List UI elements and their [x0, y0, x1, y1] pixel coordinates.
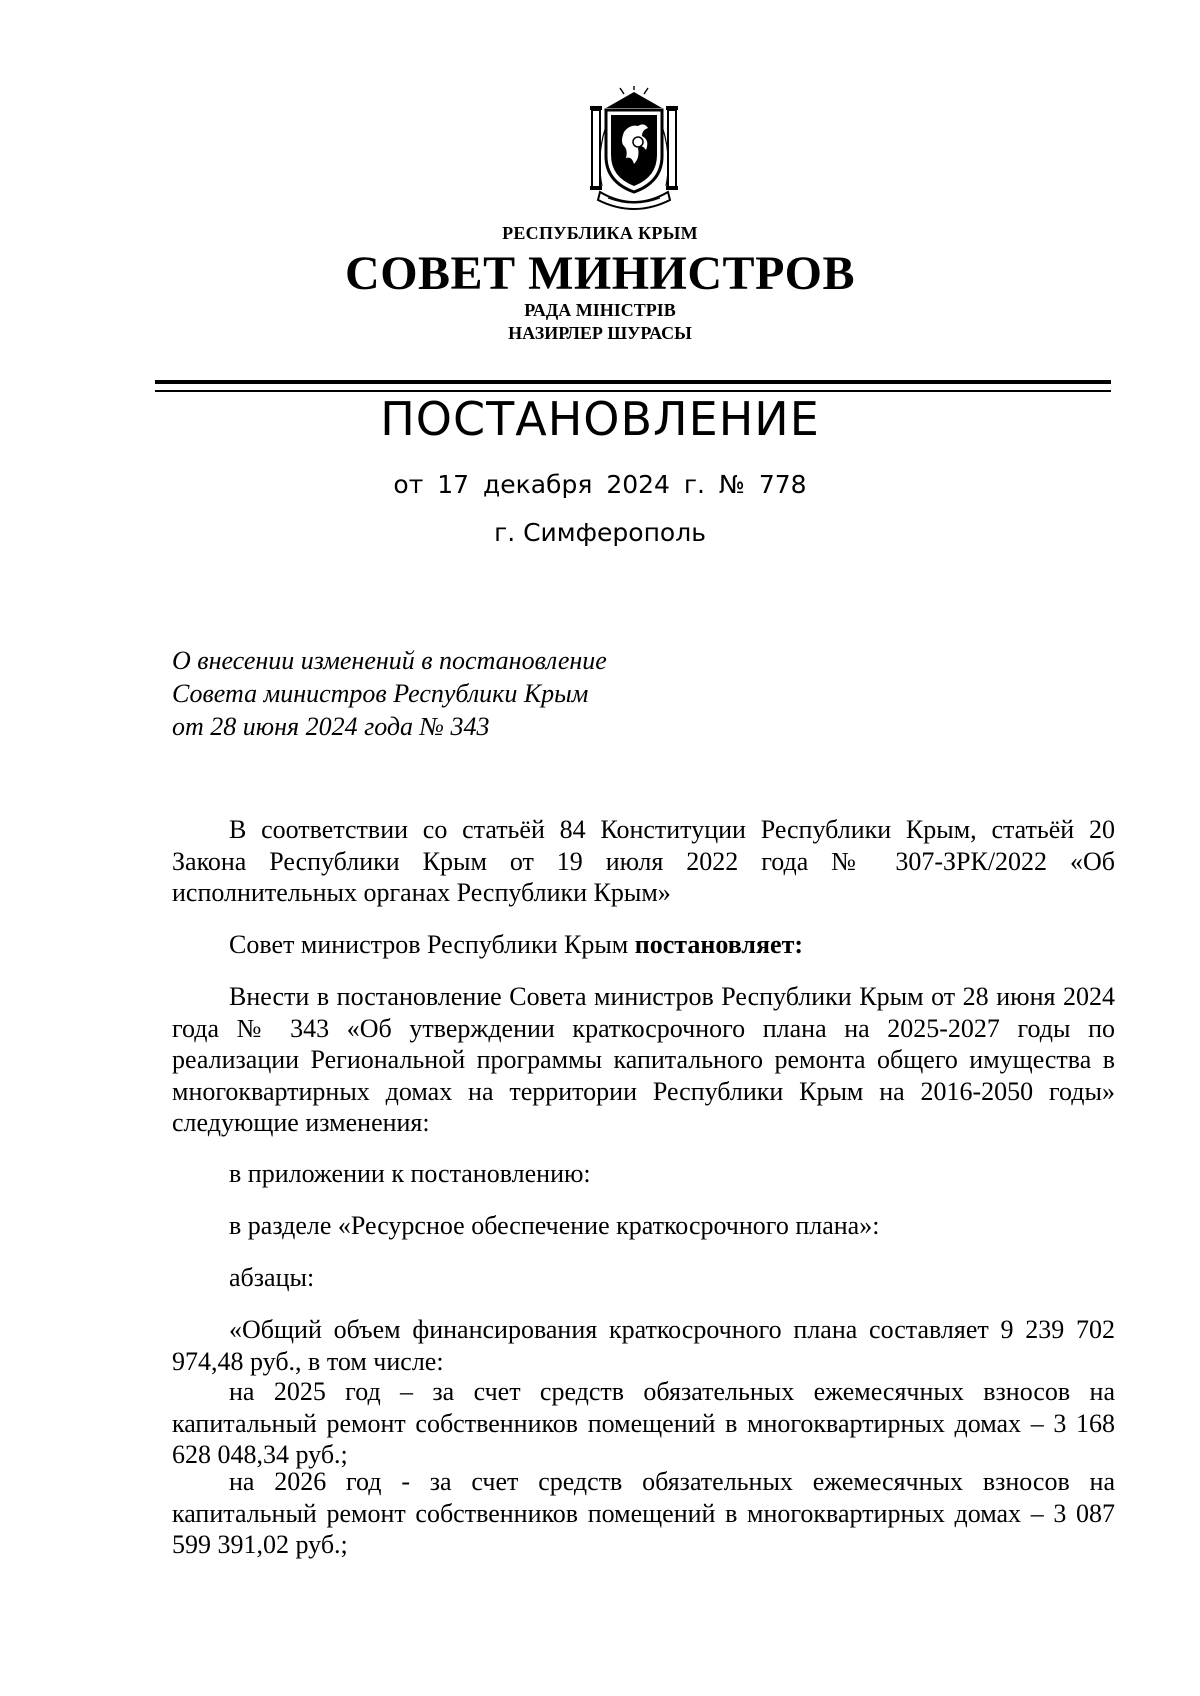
- body-paragraph-total-funding: «Общий объем финансирования краткосрочного плана составляет 9 239 702 974,48 руб., в том числе:: [172, 1315, 1115, 1376]
- council-name-ukrainian: РАДА МІНІСТРІВ: [524, 300, 676, 320]
- resolves-intro: Совет министров Республики Крым: [229, 930, 635, 959]
- body-paragraph-appendix: в приложении к постановлению:: [229, 1159, 591, 1188]
- document-date-number: от 17 декабря 2024 г. № 778: [393, 470, 807, 499]
- subject-line: Совета министров Республики Крым: [172, 679, 589, 708]
- header-divider-thick: [155, 380, 1111, 384]
- subject-line: О внесении изменений в постановление: [172, 646, 607, 675]
- body-paragraph-amendment: Внести в постановление Совета министров Республики Крым от 28 июня 2024 года № 343 «Об утверждении краткосрочного плана на 2025-2027 годы по реализации Региональной программы капитального ремонта общего имущества в многоквартирных домах на территории Республики Крым на 2016-2050 годы» следующие изменения:: [172, 982, 1115, 1137]
- subject-line: от 28 июня 2024 года № 343: [172, 712, 490, 741]
- body-paragraph-funding-2026: на 2026 год - за счет средств обязательных ежемесячных взносов на капитальный ремонт собственников помещений в многоквартирных домах – 3 087 599 391,02 руб.;: [172, 1467, 1115, 1559]
- document-subject: [172, 644, 772, 743]
- body-paragraph-funding-2025: на 2025 год – за счет средств обязательных ежемесячных взносов на капитальный ремонт собственников помещений в многоквартирных домах – 3 168 628 048,34 руб.;: [172, 1377, 1115, 1469]
- body-paragraph-section: в разделе «Ресурсное обеспечение краткосрочного плана»:: [229, 1211, 880, 1240]
- document-type-title: ПОСТАНОВЛЕНИЕ: [380, 392, 820, 446]
- council-name: СОВЕТ МИНИСТРОВ: [345, 247, 855, 300]
- republic-name: РЕСПУБЛИКА КРЫМ: [502, 223, 698, 243]
- body-paragraph-legal-basis: В соответствии со статьёй 84 Конституции Республики Крым, статьёй 20 Закона Республики Крым от 19 июля 2022 года № 307-ЗРК/2022 «Об исполнительных органах Республики Крым»: [172, 815, 1115, 907]
- council-name-crimean-tatar: НАЗИРЛЕР ШУРАСЫ: [508, 323, 692, 343]
- body-paragraph-clauses: абзацы:: [229, 1263, 315, 1292]
- crimea-coat-of-arms-icon: [586, 86, 682, 214]
- resolves-keyword: постановляет:: [634, 930, 804, 959]
- body-paragraph-resolves: [172, 929, 1115, 961]
- document-city: г. Симферополь: [494, 518, 706, 547]
